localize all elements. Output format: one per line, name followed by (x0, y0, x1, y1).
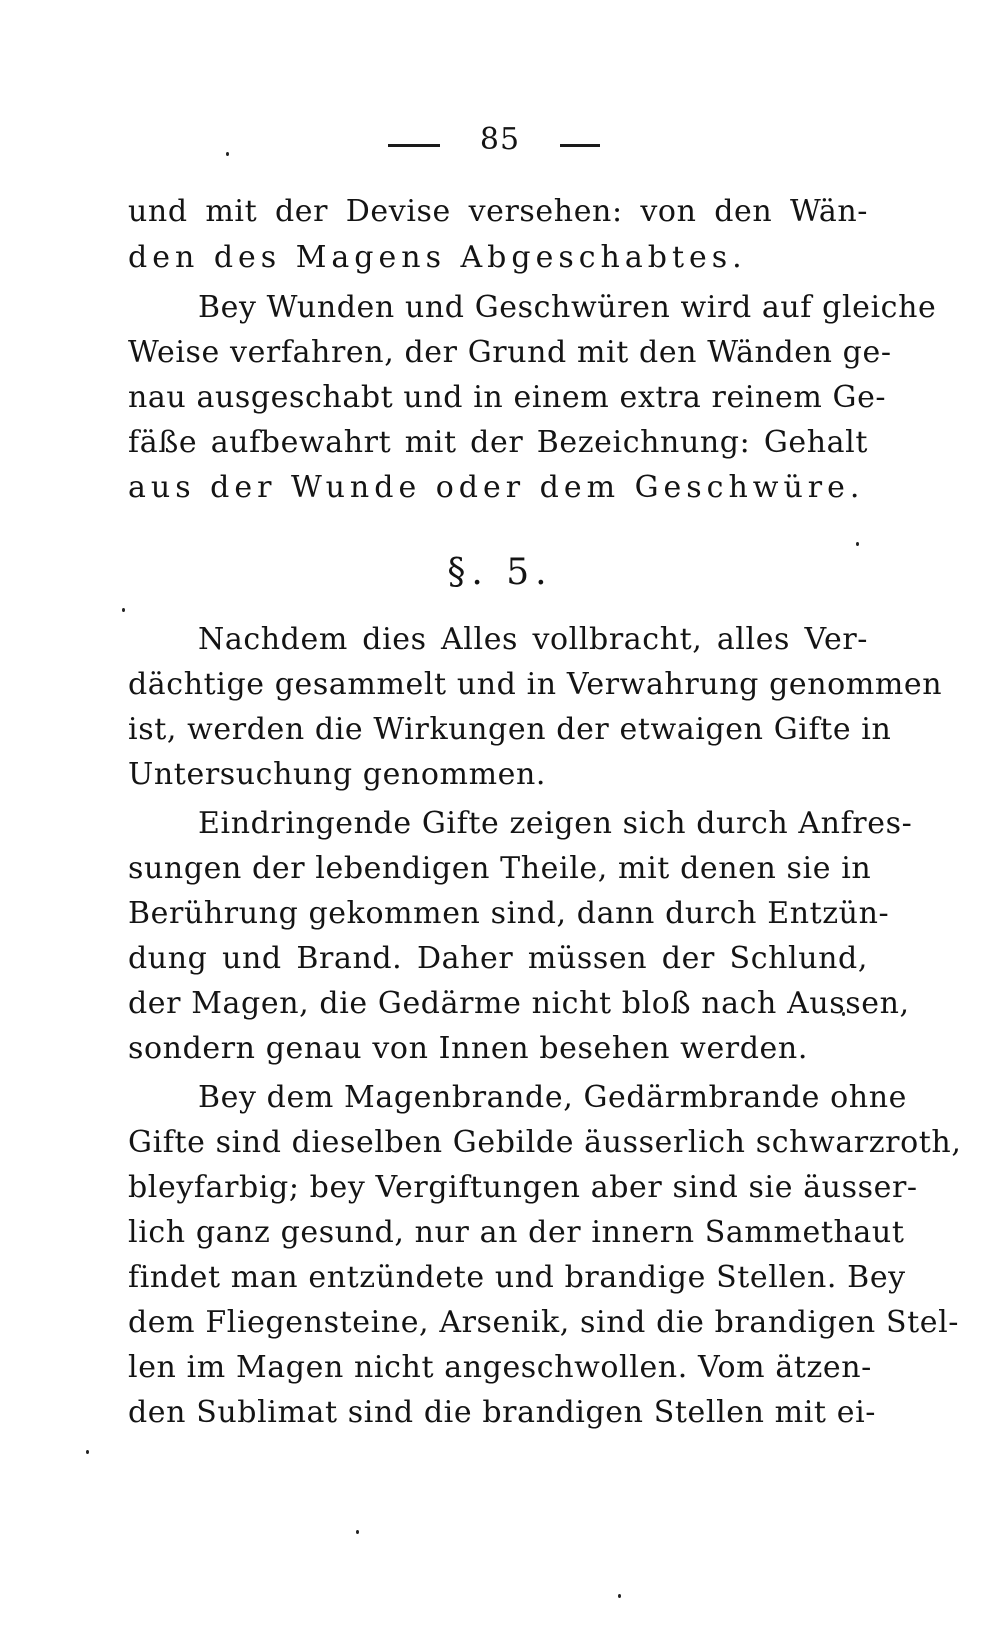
text-line: und mit der Devise versehen: von den Wän- (128, 194, 868, 229)
print-speck (122, 608, 125, 612)
text-line: lich ganz gesund, nur an der innern Sammethaut (128, 1215, 905, 1250)
text-line: Weise verfahren, der Grund mit den Wänden ge- (128, 335, 892, 370)
print-speck (618, 1594, 621, 1598)
section-heading: §. 5. (447, 552, 553, 593)
print-speck (356, 1530, 359, 1534)
text-line: Gifte sind dieselben Gebilde äusserlich schwarzroth, (128, 1125, 962, 1160)
text-line: findet man entzündete und brandige Stellen. Bey (128, 1260, 906, 1295)
text-line: Eindringende Gifte zeigen sich durch Anfres- (198, 806, 913, 841)
page-number: 85 (479, 122, 521, 157)
page-header (0, 118, 1000, 168)
text-line: Berührung gekommen sind, dann durch Entzün- (128, 896, 890, 931)
header-dash-right (560, 144, 600, 147)
print-speck (856, 542, 859, 546)
text-line: bleyfarbig; bey Vergiftungen aber sind sie äusser- (128, 1170, 918, 1205)
header-dash-left (388, 144, 440, 147)
text-line: sungen der lebendigen Theile, mit denen sie in (128, 851, 872, 886)
text-line: dung und Brand. Daher müssen der Schlund, (128, 941, 868, 976)
text-line: Bey Wunden und Geschwüren wird auf gleiche (198, 290, 937, 325)
text-line: Nachdem dies Alles vollbracht, alles Ver- (198, 622, 868, 657)
text-line: aus der Wunde oder dem Geschwüre. (128, 470, 865, 505)
text-line: Bey dem Magenbrande, Gedärmbrande ohne (198, 1080, 907, 1115)
text-line: der Magen, die Gedärme nicht bloß nach Aussen, (128, 986, 910, 1021)
text-line: den Sublimat sind die brandigen Stellen mit ei- (128, 1395, 876, 1430)
text-line: dächtige gesammelt und in Verwahrung genommen (128, 667, 943, 702)
text-line: fäße aufbewahrt mit der Bezeichnung: Gehalt (128, 425, 868, 460)
text-line: dem Fliegensteine, Arsenik, sind die brandigen Stel- (128, 1305, 960, 1340)
text-line: ist, werden die Wirkungen der etwaigen Gifte in (128, 712, 892, 747)
text-line: nau ausgeschabt und in einem extra reinem Ge- (128, 380, 887, 415)
text-line: len im Magen nicht angeschwollen. Vom ätzen- (128, 1350, 872, 1385)
print-speck (226, 152, 229, 156)
text-line: sondern genau von Innen besehen werden. (128, 1031, 808, 1066)
text-line: den des Magens Abgeschabtes. (128, 240, 747, 275)
print-speck (86, 1450, 89, 1454)
text-line: Untersuchung genommen. (128, 757, 547, 792)
